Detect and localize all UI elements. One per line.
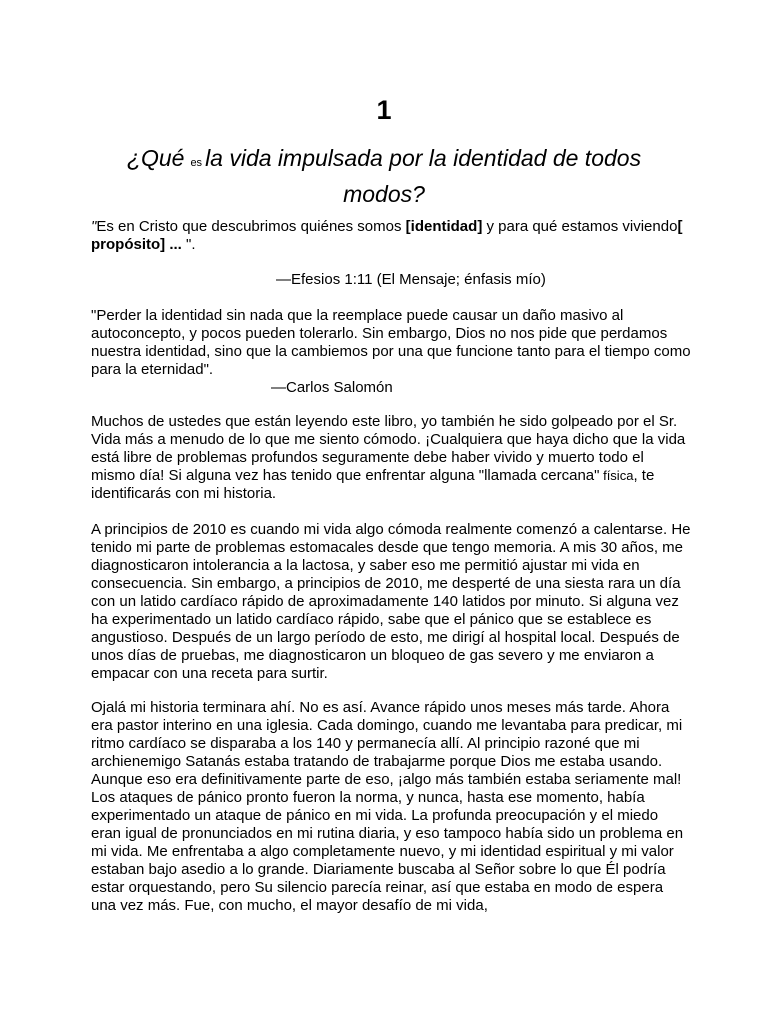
chapter-title-part1: ¿Qué: [126, 145, 185, 171]
paragraph-1-text-a: Muchos de ustedes que están leyendo este libro, yo también he sido golpeado por el Sr. Vida más a menudo de lo que me siento cómodo. ¡Cualquiera que haya dicho que la vida está libre de problemas profundos seguramente debe haber vivido y muerto todo el mismo día! Si alguna vez has tenido que enfrentar alguna: [91, 413, 686, 484]
epigraph-bold-identidad: [identidad]: [405, 218, 483, 235]
paragraph-1: [91, 413, 691, 503]
paragraph-2: A principios de 2010 es cuando mi vida algo cómoda realmente comenzó a calentarse. He tenido mi parte de problemas estomacales desde que tengo memoria. A mis 30 años, me diagnosticaron intolerancia a la lactosa, y saber eso me permitió ajustar mi vida en consecuencia. Sin embargo, a principios de 2010, me desperté de una siesta rara un día con un latido cardíaco rápido de aproximadamente 140 latidos por minuto. Si alguna vez ha experimentado un latido cardíaco rápido, sabe que el pánico que se establece es angustioso. Después de un largo período de esto, me dirigí al hospital local. Después de unos días de pruebas, me diagnosticaron un bloqueo de gas severo y me enviaron a empacar con una receta para surtir.: [91, 521, 691, 682]
epigraph-text-a: Es en Cristo que descubrimos quiénes somos: [96, 218, 406, 235]
paragraph-1-quote: "llamada cercana": [478, 467, 600, 484]
epigraph-open-quote: ": [91, 218, 97, 235]
epigraph-text-c: ".: [181, 236, 196, 253]
chapter-number: 1: [376, 95, 392, 125]
paragraph-1-fisica: física: [599, 468, 634, 483]
chapter-title-es: es: [190, 157, 203, 169]
epigraph-quote: [91, 218, 691, 254]
paragraph-3: Ojalá mi historia terminara ahí. No es así. Avance rápido unos meses más tarde. Ahora era pastor interino en una iglesia. Cada domingo, cuando me levantaba para predicar, mi ritmo cardíaco se disparaba a los 140 y permanecía allí. Al principio razoné que mi archienemigo Satanás estaba tratando de trabajarme porque Dios me estaba usando. Aunque eso era definitivamente parte de eso, ¡algo más también estaba seriamente mal! Los ataques de pánico pronto fueron la norma, y nunca, hasta ese momento, había experimentado un ataque de pánico en mi vida. La profunda preocupación y el miedo eran igual de pronunciados en mi rutina diaria, y eso tampoco había sido un problema en mi vida. Me enfrentaba a algo completamente nuevo, y mi identidad espiritual y mi valor estaban bajo asedio a lo grande. Diariamente buscaba al Señor sobre lo que Él podría estar orquestando, pero Su silencio parecía reinar, así que estaba en modo de espera una vez más. Fue, con mucho, el mayor desafío de mi vida,: [91, 699, 684, 914]
chapter-title: [110, 143, 658, 210]
epigraph-text-b: y para qué estamos viviendo: [482, 218, 678, 235]
salomon-quote: "Perder la identidad sin nada que la reemplace puede causar un daño masivo al autoconcepto, y pocos pueden tolerarlo. Sin embargo, Dios no nos pide que perdamos nuestra identidad, sino que la cambiemos por una que funcione tanto para el tiempo como para la eternidad".: [91, 307, 691, 378]
epigraph-attribution: —Efesios 1:11 (El Mensaje; énfasis mío): [276, 271, 546, 288]
paragraph-1-text-b: , te identificarás con mi historia.: [91, 467, 655, 502]
chapter-title-part2: la vida impulsada por la identidad de todos modos?: [205, 145, 642, 207]
salomon-attribution: —Carlos Salomón: [271, 379, 393, 396]
epigraph-bold-proposito: [ propósito] ...: [91, 218, 683, 253]
